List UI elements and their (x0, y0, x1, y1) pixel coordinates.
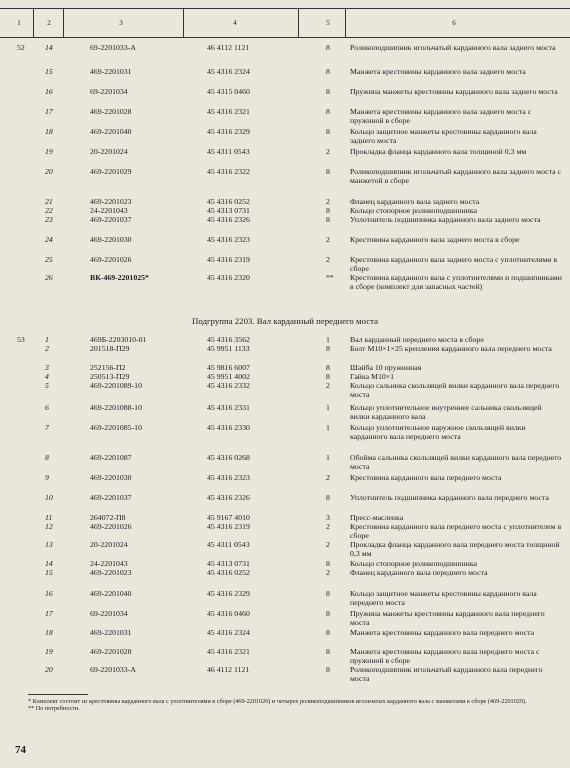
part-description: Шайба 10 пружинная (350, 363, 422, 372)
part-description: Уплотнитель подшипника карданного вала заднего моста (350, 215, 541, 224)
code-number: 45 4313 0731 (207, 206, 250, 215)
quantity: 8 (326, 87, 330, 96)
part-description: Роликоподшипник игольчатый карданного вала переднего моста (350, 665, 543, 683)
part-number: 20-2201024 (90, 540, 128, 549)
code-number: 45 4311 0543 (207, 540, 250, 549)
part-number: 24-2201043 (90, 559, 128, 568)
position-number: 12 (45, 522, 53, 531)
part-description: Кольцо стопорное роликоподшипника (350, 559, 477, 568)
part-number: 469-2201037 (90, 215, 132, 224)
part-description: Роликоподшипник игольчатый карданного вала заднего моста с манжетой в сборе (350, 167, 562, 185)
header-col-4: 4 (233, 19, 237, 27)
position-number: 16 (45, 589, 53, 598)
quantity: 8 (326, 559, 330, 568)
position-number: 17 (45, 609, 53, 618)
code-number: 46 4112 1121 (207, 43, 250, 52)
quantity: 2 (326, 197, 330, 206)
part-description: Кольцо уплотнительное внутреннее сальника скользящей вилки карданного вала (350, 403, 542, 421)
code-number: 45 4316 0252 (207, 568, 250, 577)
position-number: 24 (45, 235, 53, 244)
quantity: 8 (326, 628, 330, 637)
code-number: 45 4316 2323 (207, 235, 250, 244)
quantity: 2 (326, 255, 330, 264)
quantity: 1 (326, 423, 330, 432)
code-number: 45 4316 2321 (207, 107, 250, 116)
code-number: 45 4316 0252 (207, 197, 250, 206)
part-description: Пресс-масленка (350, 513, 404, 522)
part-number: 201518-П29 (90, 344, 130, 353)
code-number: 45 4316 2324 (207, 628, 250, 637)
position-number: 11 (45, 513, 53, 522)
position-number: 18 (45, 127, 53, 136)
quantity: 8 (326, 215, 330, 224)
code-number: 45 4316 2320 (207, 273, 250, 282)
part-description: Пружина манжеты крестовины карданного вала переднего моста (350, 609, 545, 627)
quantity: 2 (326, 381, 330, 390)
table-header (0, 8, 570, 38)
quantity: 8 (326, 363, 330, 372)
position-number: 8 (45, 453, 49, 462)
part-description: Крестовина карданного вала заднего моста в сборе (350, 235, 520, 244)
part-description: Обойма сальника скользящей вилки карданного вала переднего моста (350, 453, 562, 471)
position-number: 20 (45, 167, 53, 176)
code-number: 45 4316 2326 (207, 215, 250, 224)
part-description: Пружина манжеты крестовины карданного вала заднего моста (350, 87, 558, 96)
position-number: 17 (45, 107, 53, 116)
footnote-double-star: ** По потребности. (28, 705, 80, 713)
quantity: 8 (326, 372, 330, 381)
part-number: 469-2201088-10 (90, 403, 142, 412)
part-description: Крестовина карданного вала переднего моста с уплотнителем в сборе (350, 522, 562, 540)
code-number: 45 4316 2319 (207, 522, 250, 531)
header-divider (345, 8, 346, 37)
part-description: Роликоподшипник игольчатый карданного вала заднего моста (350, 43, 556, 52)
part-description: Крестовина карданного вала с уплотнителями и подшипниками в сборе (комплект для запасных частей) (350, 273, 562, 291)
part-number: 469-2201040 (90, 589, 132, 598)
quantity: 8 (326, 167, 330, 176)
part-description: Кольцо защитное манжеты крестовины карданного вала переднего моста (350, 589, 537, 607)
position-number: 4 (45, 372, 49, 381)
header-col-5: 5 (326, 19, 330, 27)
header-col-6: 6 (452, 19, 456, 27)
quantity: 8 (326, 67, 330, 76)
code-number: 45 4311 0543 (207, 147, 250, 156)
part-description: Фланец карданного вала переднего моста (350, 568, 488, 577)
code-number: 45 4316 2319 (207, 255, 250, 264)
code-number: 45 4315 0460 (207, 87, 250, 96)
position-number: 15 (45, 568, 53, 577)
position-number: 5 (45, 381, 49, 390)
header-col-1: 1 (17, 19, 21, 27)
position-number: 13 (45, 540, 53, 549)
position-number: 9 (45, 473, 49, 482)
code-number: 45 4316 2324 (207, 67, 250, 76)
code-number: 45 4316 2322 (207, 167, 250, 176)
position-number: 14 (45, 43, 53, 52)
code-number: 45 4316 2323 (207, 473, 250, 482)
code-number: 45 4316 0460 (207, 609, 250, 618)
footnote-divider (28, 694, 88, 695)
position-number: 10 (45, 493, 53, 502)
position-number: 23 (45, 215, 53, 224)
part-description: Кольцо стопорное роликоподшипника (350, 206, 477, 215)
part-number: 20-2201024 (90, 147, 128, 156)
group-number: 52 (17, 43, 25, 52)
part-description: Кольцо уплотнительное наружное скользящей вилки карданного вала переднего моста (350, 423, 526, 441)
code-number: 45 9951 1133 (207, 344, 250, 353)
position-number: 21 (45, 197, 53, 206)
part-number: 469-2201031 (90, 67, 132, 76)
code-number: 45 4316 2321 (207, 647, 250, 656)
quantity: 2 (326, 235, 330, 244)
quantity: 1 (326, 453, 330, 462)
position-number: 14 (45, 559, 53, 568)
position-number: 22 (45, 206, 53, 215)
code-number: 45 4316 2330 (207, 423, 250, 432)
position-number: 25 (45, 255, 53, 264)
quantity: 8 (326, 493, 330, 502)
quantity: 3 (326, 513, 330, 522)
position-number: 6 (45, 403, 49, 412)
part-number: 252156-П2 (90, 363, 126, 372)
part-number: 69-2201034 (90, 87, 128, 96)
part-number: 469-2201026 (90, 522, 132, 531)
quantity: 8 (326, 206, 330, 215)
part-description: Манжета крестовины карданного вала переднего моста (350, 628, 535, 637)
header-divider (183, 8, 184, 37)
quantity: 8 (326, 107, 330, 116)
quantity: 8 (326, 647, 330, 656)
quantity: 8 (326, 665, 330, 674)
footnotes (28, 698, 558, 712)
header-divider (63, 8, 64, 37)
position-number: 18 (45, 628, 53, 637)
quantity: 8 (326, 127, 330, 136)
quantity: 8 (326, 589, 330, 598)
position-number: 7 (45, 423, 49, 432)
quantity: 1 (326, 335, 330, 344)
position-number: 15 (45, 67, 53, 76)
part-number: 24-2201043 (90, 206, 128, 215)
part-number: ВК-469-2201025* (90, 273, 149, 282)
header-divider (33, 8, 34, 37)
part-description: Крестовина карданного вала переднего моста (350, 473, 502, 482)
subgroup-title: Подгруппа 2203. Вал карданный переднего моста (192, 316, 378, 326)
quantity: 2 (326, 147, 330, 156)
code-number: 46 4112 1121 (207, 665, 250, 674)
code-number: 45 9167 4010 (207, 513, 250, 522)
part-number: 469-2201040 (90, 127, 132, 136)
quantity: 8 (326, 344, 330, 353)
part-description: Уплотнитель подшипника карданного вала переднего моста (350, 493, 549, 502)
part-description: Вал карданный переднего моста в сборе (350, 335, 484, 344)
code-number: 45 4316 2332 (207, 381, 250, 390)
code-number: 45 4316 2329 (207, 127, 250, 136)
quantity: 1 (326, 403, 330, 412)
part-number: 264072-П8 (90, 513, 126, 522)
part-description: Фланец карданного вала заднего моста (350, 197, 480, 206)
part-number: 469-2201023 (90, 197, 132, 206)
position-number: 26 (45, 273, 53, 282)
part-number: 69-2201033-А (90, 43, 136, 52)
code-number: 45 4316 0268 (207, 453, 250, 462)
quantity: 2 (326, 522, 330, 531)
part-number: 469-2201030 (90, 473, 132, 482)
part-number: 69-2201033-А (90, 665, 136, 674)
code-number: 45 4316 2326 (207, 493, 250, 502)
code-number: 45 4316 3562 (207, 335, 250, 344)
code-number: 45 9951 4002 (207, 372, 250, 381)
part-number: 250513-П29 (90, 372, 130, 381)
quantity: ** (326, 273, 334, 282)
part-description: Гайка М10×1 (350, 372, 395, 381)
position-number: 20 (45, 665, 53, 674)
part-number: 469-2201029 (90, 167, 132, 176)
part-number: 469-2201028 (90, 647, 132, 656)
part-number: 469-2201031 (90, 628, 132, 637)
position-number: 1 (45, 335, 49, 344)
code-number: 45 4313 0731 (207, 559, 250, 568)
part-number: 469-2201028 (90, 107, 132, 116)
footnote-star: * Комплект состоит из крестовины карданного вала с уплотнителями в сборе (469-2201026) и четырех роликоподшипников игольчатых карданного вала с манжетами в сборе (469-2201029). (28, 698, 527, 705)
part-number: 469-2201037 (90, 493, 132, 502)
quantity: 8 (326, 43, 330, 52)
code-number: 45 9816 6007 (207, 363, 250, 372)
part-description: Болт М10×1×25 крепления карданного вала переднего моста (350, 344, 552, 353)
part-number: 469Б-2203010-01 (90, 335, 147, 344)
header-divider (298, 8, 299, 37)
code-number: 45 4316 2331 (207, 403, 250, 412)
group-number: 53 (17, 335, 25, 344)
position-number: 19 (45, 147, 53, 156)
page-number: 74 (15, 744, 26, 756)
quantity: 2 (326, 568, 330, 577)
part-description: Манжета крестовины карданного вала заднего моста (350, 67, 526, 76)
part-number: 469-2201023 (90, 568, 132, 577)
part-number: 469-2201030 (90, 235, 132, 244)
part-description: Крестовина карданного вала заднего моста с уплотнителями в сборе (350, 255, 558, 273)
part-number: 469-2201026 (90, 255, 132, 264)
quantity: 2 (326, 473, 330, 482)
part-number: 69-2201034 (90, 609, 128, 618)
position-number: 19 (45, 647, 53, 656)
part-description: Манжета крестовины карданного вала переднего моста с пружиной в сборе (350, 647, 540, 665)
position-number: 16 (45, 87, 53, 96)
position-number: 3 (45, 363, 49, 372)
part-number: 469-2201089-10 (90, 381, 142, 390)
quantity: 2 (326, 540, 330, 549)
part-description: Прокладка фланца карданного вала толщиной 0,3 мм (350, 147, 527, 156)
part-description: Прокладка фланца карданного вала переднего моста толщиной 0,3 мм (350, 540, 560, 558)
part-description: Кольцо сальника скользящей вилки карданного вала переднего моста (350, 381, 560, 399)
part-number: 469-2201087 (90, 453, 132, 462)
part-description: Манжета крестовины карданного вала заднего моста с пружиной в сборе (350, 107, 532, 125)
position-number: 2 (45, 344, 49, 353)
header-col-3: 3 (119, 19, 123, 27)
code-number: 45 4316 2329 (207, 589, 250, 598)
part-description: Кольцо защитное манжеты крестовины карданного вала заднего моста (350, 127, 537, 145)
header-col-2: 2 (47, 19, 51, 27)
part-number: 469-2201085-10 (90, 423, 142, 432)
quantity: 8 (326, 609, 330, 618)
